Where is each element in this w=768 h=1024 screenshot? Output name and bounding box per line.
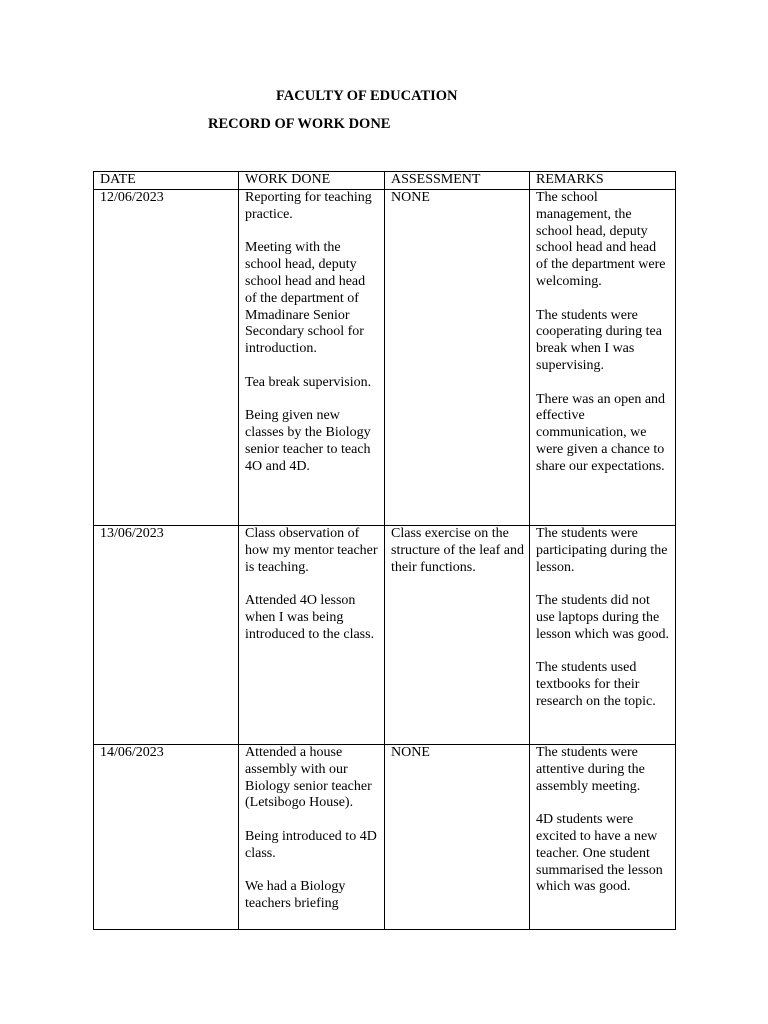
remark-entry: The school management, the school head, deputy school head and head of the department were welcoming. <box>536 190 666 289</box>
work-done-entry: Meeting with the school head, deputy school head and head of the department of Mmadinare Senior Secondary school for introduction. <box>245 240 366 357</box>
record-heading: RECORD OF WORK DONE <box>208 116 391 132</box>
record-table <box>93 171 676 930</box>
date-cell: 12/06/2023 <box>94 190 239 526</box>
work-done-entry: Tea break supervision. <box>245 374 372 390</box>
remark-entry: 4D students were excited to have a new teacher. One student summarised the lesson which was good. <box>536 812 663 895</box>
work-done-cell <box>239 190 385 526</box>
header-row <box>94 172 676 190</box>
header-assessment: ASSESSMENT <box>385 172 530 190</box>
remark-entry: The students did not use laptops during the lesson which was good. <box>536 593 669 642</box>
assessment-cell <box>385 190 530 526</box>
table-row <box>94 526 676 745</box>
remark-entry: There was an open and effective communication, we were given a chance to share our expectations. <box>536 391 666 474</box>
header-date: DATE <box>94 172 239 190</box>
work-done-entry: Being given new classes by the Biology senior teacher to teach 4O and 4D. <box>245 408 371 474</box>
work-done-cell <box>239 526 385 745</box>
remark-entry: The students used textbooks for their research on the topic. <box>536 660 656 709</box>
header-remarks: REMARKS <box>530 172 676 190</box>
remark-entry: The students were participating during the lesson. <box>536 526 668 575</box>
header-work-done: WORK DONE <box>239 172 385 190</box>
work-done-entry: Attended 4O lesson when I was being introduced to the class. <box>245 593 375 642</box>
assessment-entry: NONE <box>391 745 430 760</box>
work-done-entry: Reporting for teaching practice. <box>245 190 372 222</box>
assessment-entry: Class exercise on the structure of the leaf and their functions. <box>391 526 524 575</box>
assessment-cell <box>385 526 530 745</box>
faculty-heading: FACULTY OF EDUCATION <box>276 88 458 104</box>
work-done-entry: Class observation of how my mentor teacher is teaching. <box>245 526 378 575</box>
remark-entry: The students were cooperating during tea break when I was supervising. <box>536 307 662 373</box>
date-cell: 14/06/2023 <box>94 745 239 930</box>
remarks-cell <box>530 526 676 745</box>
remarks-cell <box>530 190 676 526</box>
remark-entry: The students were attentive during the assembly meeting. <box>536 745 645 794</box>
work-done-entry: Being introduced to 4D class. <box>245 828 377 861</box>
work-done-entry: We had a Biology teachers briefing <box>245 879 346 912</box>
assessment-entry: NONE <box>391 190 430 205</box>
assessment-cell <box>385 745 530 930</box>
work-done-cell <box>239 745 385 930</box>
work-done-entry: Attended a house assembly with our Biology senior teacher (Letsibogo House). <box>245 745 372 811</box>
date-cell: 13/06/2023 <box>94 526 239 745</box>
table-row <box>94 745 676 930</box>
remarks-cell <box>530 745 676 930</box>
table-row <box>94 190 676 526</box>
